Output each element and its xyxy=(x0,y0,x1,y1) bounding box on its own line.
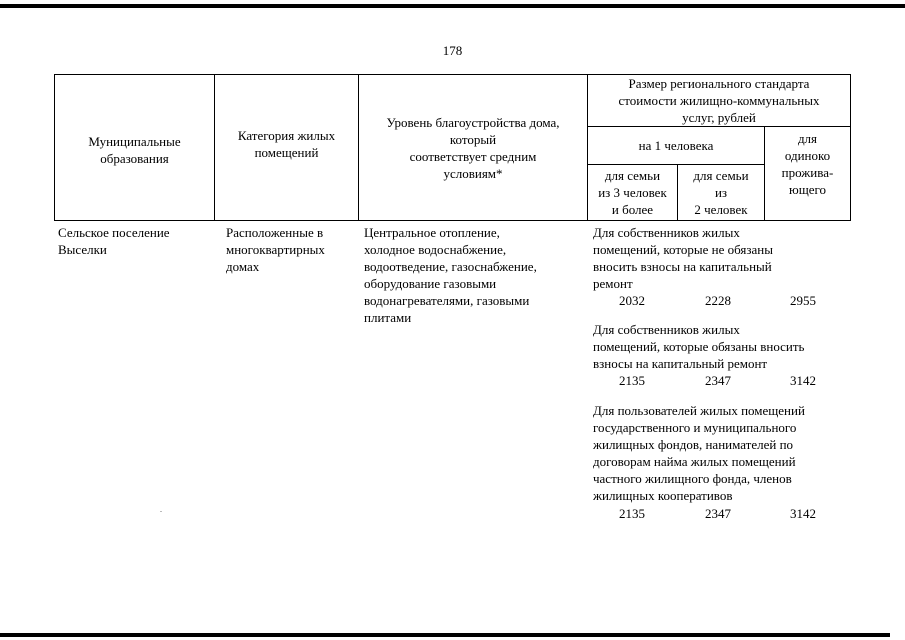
owner-no-capital-repair-text: Для собственников жилых помещений, которые не обязаны вносить взносы на капитальный ремонт xyxy=(593,225,773,291)
header-single: для одиноко прожива- ющего xyxy=(781,131,834,197)
value-family-3: 2032 xyxy=(619,293,645,308)
owner-capital-repair-text: Для собственников жилых помещений, которые обязаны вносить взносы на капитальный ремонт xyxy=(593,322,805,371)
value-family-2: 2347 xyxy=(705,506,731,521)
header-per-person: на 1 человека xyxy=(638,138,714,153)
value-family-2: 2347 xyxy=(705,373,731,388)
category-cell: Расположенные в многоквартирных домах xyxy=(226,225,325,274)
header-family-2: для семьи из 2 человек xyxy=(693,168,749,217)
tenant-text: Для пользователей жилых помещений государственного и муниципального жилищных фондов, нанимателей по договорам найма жилых помещений частного жилищного фонда, членов жилищных кооперативов xyxy=(593,403,805,503)
scan-speck xyxy=(160,511,162,512)
municipality-cell: Сельское поселение Выселки xyxy=(58,225,170,257)
header-municipality: Муниципальные образования xyxy=(88,134,181,166)
value-single: 3142 xyxy=(790,506,816,521)
value-single: 3142 xyxy=(790,373,816,388)
tenant-values xyxy=(593,505,863,522)
header-bottom-line xyxy=(54,220,851,221)
table-header xyxy=(54,74,851,221)
value-family-2: 2228 xyxy=(705,293,731,308)
header-category: Категория жилых помещений xyxy=(237,128,336,160)
owner-capital-repair-values xyxy=(593,372,863,389)
value-family-3: 2135 xyxy=(619,373,645,388)
col-line-6 xyxy=(850,74,851,221)
value-single: 2955 xyxy=(790,293,816,308)
comfort-cell: Центральное отопление, холодное водоснабжение, водоотведение, газоснабжение, оборудование газовыми водонагревателями, газовыми плитами xyxy=(364,225,537,325)
header-family-3: для семьи из 3 человек и более xyxy=(598,168,667,217)
header-standard-size: Размер регионального стандарта стоимости жилищно-коммунальных услуг, рублей xyxy=(618,76,820,125)
owner-no-capital-repair-values xyxy=(593,292,863,309)
top-border xyxy=(0,4,905,8)
value-family-3: 2135 xyxy=(619,506,645,521)
header-comfort-level: Уровень благоустройства дома, который соответствует средним условиям* xyxy=(386,115,560,181)
bottom-border xyxy=(0,633,890,637)
page-number: 178 xyxy=(442,43,463,58)
